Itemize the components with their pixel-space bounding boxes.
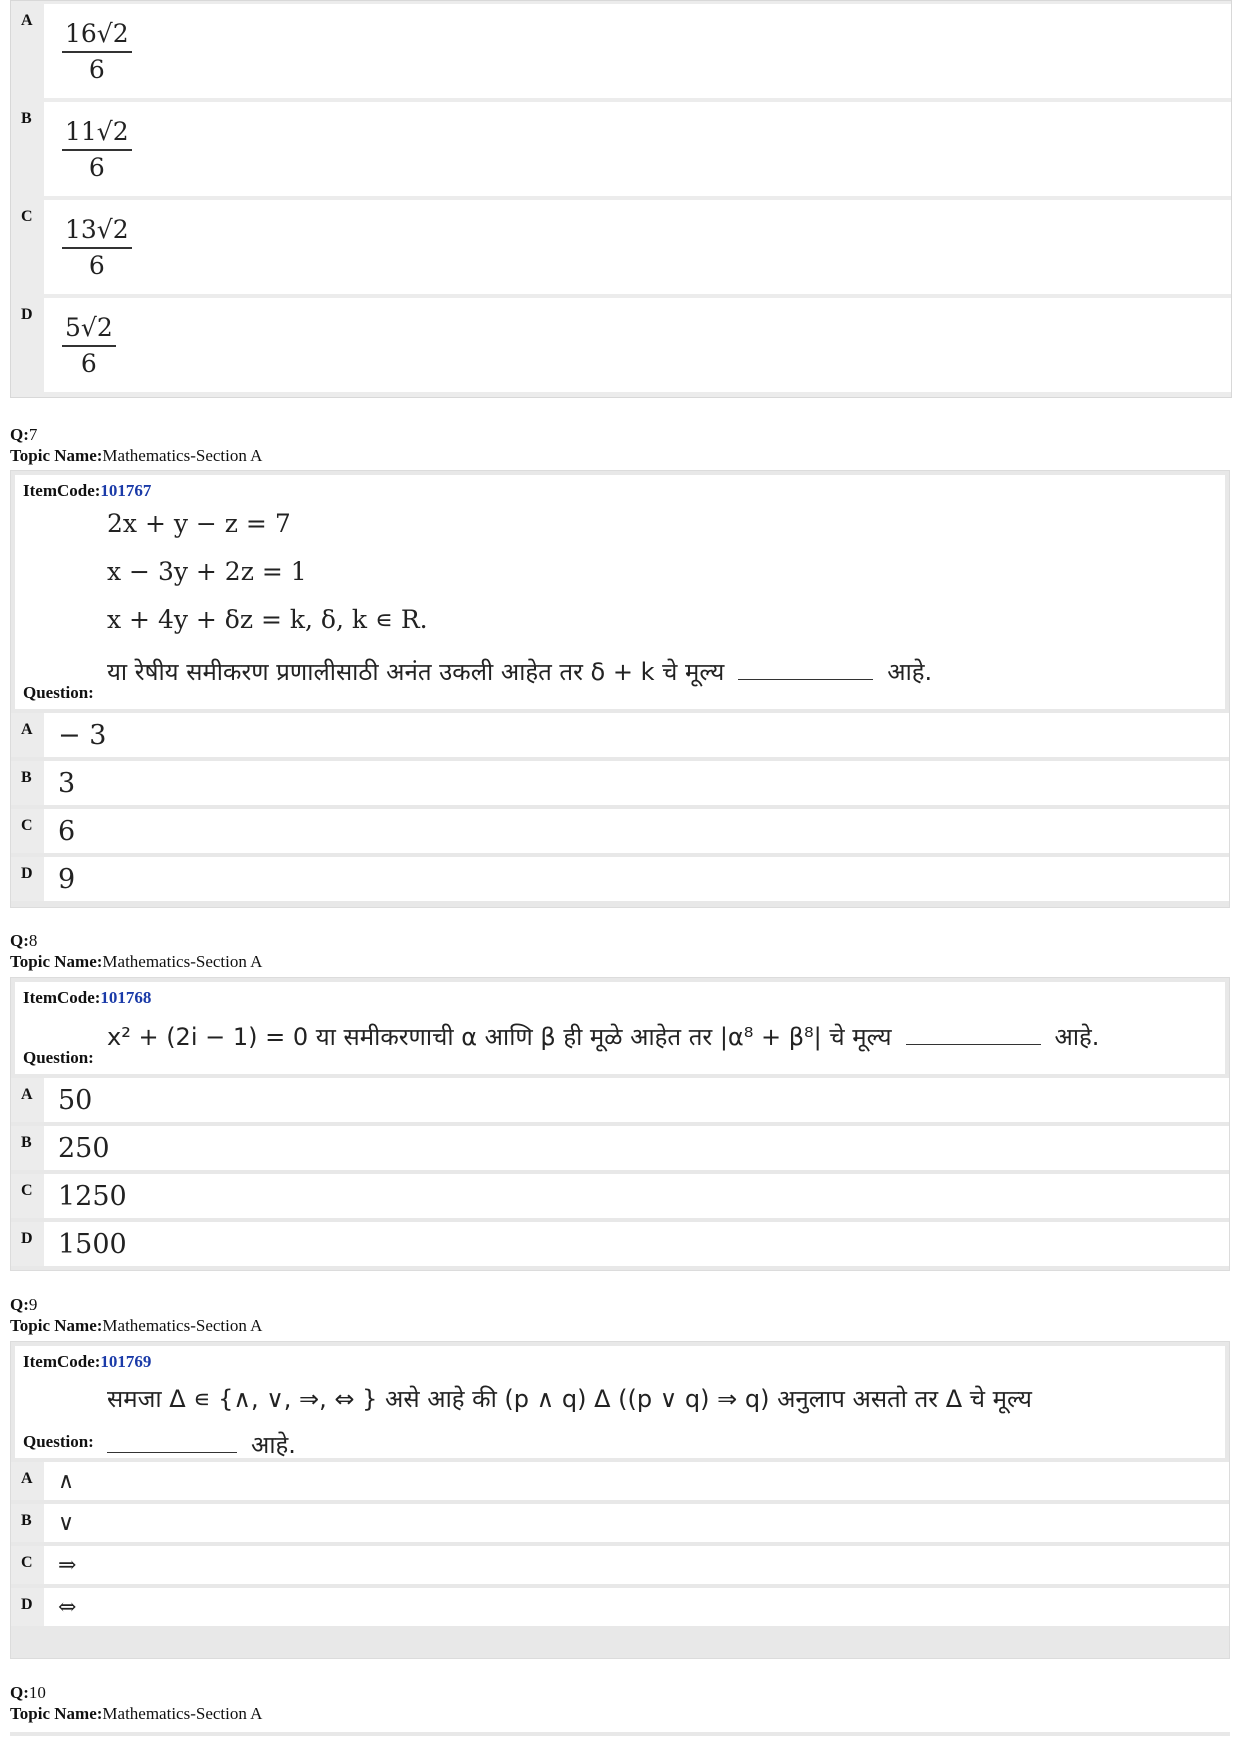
question-number: Q:10 <box>10 1683 46 1702</box>
option-value: 9 <box>44 857 1229 901</box>
itemcode: ItemCode:101768 <box>23 988 152 1007</box>
q9-stem <box>15 1346 1225 1458</box>
q7-option-d[interactable] <box>11 857 1229 901</box>
q8-option-c[interactable] <box>11 1174 1229 1218</box>
q6-options-table <box>10 0 1232 398</box>
q10-header <box>10 1682 262 1724</box>
itemcode: ItemCode:101767 <box>23 481 152 500</box>
q9-box <box>10 1341 1230 1659</box>
option-letter: A <box>21 12 33 29</box>
itemcode: ItemCode:101769 <box>23 1352 152 1371</box>
q6-option-c[interactable] <box>11 200 1231 294</box>
topic-name: Topic Name:Mathematics-Section A <box>10 446 263 465</box>
q7-box <box>10 470 1230 908</box>
option-letter: C <box>21 1182 33 1199</box>
option-letter: A <box>21 1086 33 1103</box>
q9-option-d[interactable] <box>11 1588 1229 1626</box>
question-number: Q:7 <box>10 425 38 444</box>
q9-options <box>11 1458 1229 1626</box>
option-value: 1500 <box>44 1222 1229 1266</box>
q7-options <box>11 709 1229 901</box>
option-letter: D <box>21 865 33 882</box>
q10-box-top-edge <box>10 1732 1230 1736</box>
q8-option-b[interactable] <box>11 1126 1229 1170</box>
q7-option-a[interactable] <box>11 713 1229 757</box>
question-number: Q:8 <box>10 931 38 950</box>
q6-option-d[interactable] <box>11 298 1231 392</box>
q7-option-b[interactable] <box>11 761 1229 805</box>
fraction: $\frac{16√2}{6}$ <box>62 19 132 84</box>
q9-option-a[interactable] <box>11 1462 1229 1500</box>
option-letter: D <box>21 306 33 323</box>
option-letter: B <box>21 110 32 127</box>
option-letter: A <box>21 721 33 738</box>
option-letter: C <box>21 1554 33 1571</box>
question-number: Q:9 <box>10 1295 38 1314</box>
option-letter: D <box>21 1596 33 1613</box>
option-letter: B <box>21 1134 32 1151</box>
option-value: ⇒ <box>44 1546 1229 1584</box>
answer-blank <box>906 1043 1041 1045</box>
equation-3: x + 4y + δz = k, δ, k ∊ R. <box>107 605 428 634</box>
answer-blank <box>107 1451 237 1453</box>
q7-stem <box>15 475 1225 709</box>
topic-name: Topic Name:Mathematics-Section A <box>10 1704 263 1723</box>
option-value: 6 <box>44 809 1229 853</box>
option-letter: A <box>21 1470 33 1487</box>
fraction: $\frac{11√2}{6}$ <box>62 117 132 182</box>
fraction: $\frac{13√2}{6}$ <box>62 215 132 280</box>
q8-option-d[interactable] <box>11 1222 1229 1266</box>
topic-name: Topic Name:Mathematics-Section A <box>10 952 263 971</box>
option-letter: B <box>21 1512 32 1529</box>
option-value: 1250 <box>44 1174 1229 1218</box>
option-letter: C <box>21 817 33 834</box>
q7-header <box>10 424 262 466</box>
equation-2: x − 3y + 2z = 1 <box>107 557 307 586</box>
q8-header <box>10 930 262 972</box>
option-letter: C <box>21 208 33 225</box>
question-text-line2: आहे. <box>107 1428 296 1461</box>
question-text: x² + (2i − 1) = 0 या समीकरणाची α आणि β ही मूळे आहेत तर |α⁸ + β⁸| चे मूल्य आहे. <box>107 1023 1100 1051</box>
q8-box <box>10 977 1230 1271</box>
q6-option-a[interactable] <box>11 4 1231 98</box>
option-value: 250 <box>44 1126 1229 1170</box>
option-value: 3 <box>44 761 1229 805</box>
q9-option-b[interactable] <box>11 1504 1229 1542</box>
question-label: Question: <box>23 1432 94 1451</box>
question-text: या रेषीय समीकरण प्रणालीसाठी अनंत उकली आहेत तर δ + k चे मूल्य आहे. <box>107 658 933 686</box>
option-value: 50 <box>44 1078 1229 1122</box>
q6-option-b[interactable] <box>11 102 1231 196</box>
q8-options <box>11 1074 1229 1266</box>
q9-option-c[interactable] <box>11 1546 1229 1584</box>
q8-stem <box>15 982 1225 1074</box>
option-value: ∨ <box>44 1504 1229 1542</box>
q8-option-a[interactable] <box>11 1078 1229 1122</box>
answer-blank <box>738 678 873 680</box>
option-value: − 3 <box>44 713 1229 757</box>
option-value: ∧ <box>44 1462 1229 1500</box>
question-label: Question: <box>23 1048 94 1067</box>
q9-header <box>10 1294 262 1336</box>
q7-option-c[interactable] <box>11 809 1229 853</box>
fraction: $\frac{5√2}{6}$ <box>62 313 116 378</box>
question-text-line1: समजा Δ ∊ {∧, ∨, ⇒, ⇔ } असे आहे की (p ∧ q) Δ ((p ∨ q) ⇒ q) अनुलाप असतो तर Δ चे मूल्य <box>107 1385 1032 1413</box>
option-letter: D <box>21 1230 33 1247</box>
option-letter: B <box>21 769 32 786</box>
option-value: ⇔ <box>44 1588 1229 1626</box>
question-label: Question: <box>23 683 94 702</box>
topic-name: Topic Name:Mathematics-Section A <box>10 1316 263 1335</box>
equation-1: 2x + y − z = 7 <box>107 509 291 538</box>
